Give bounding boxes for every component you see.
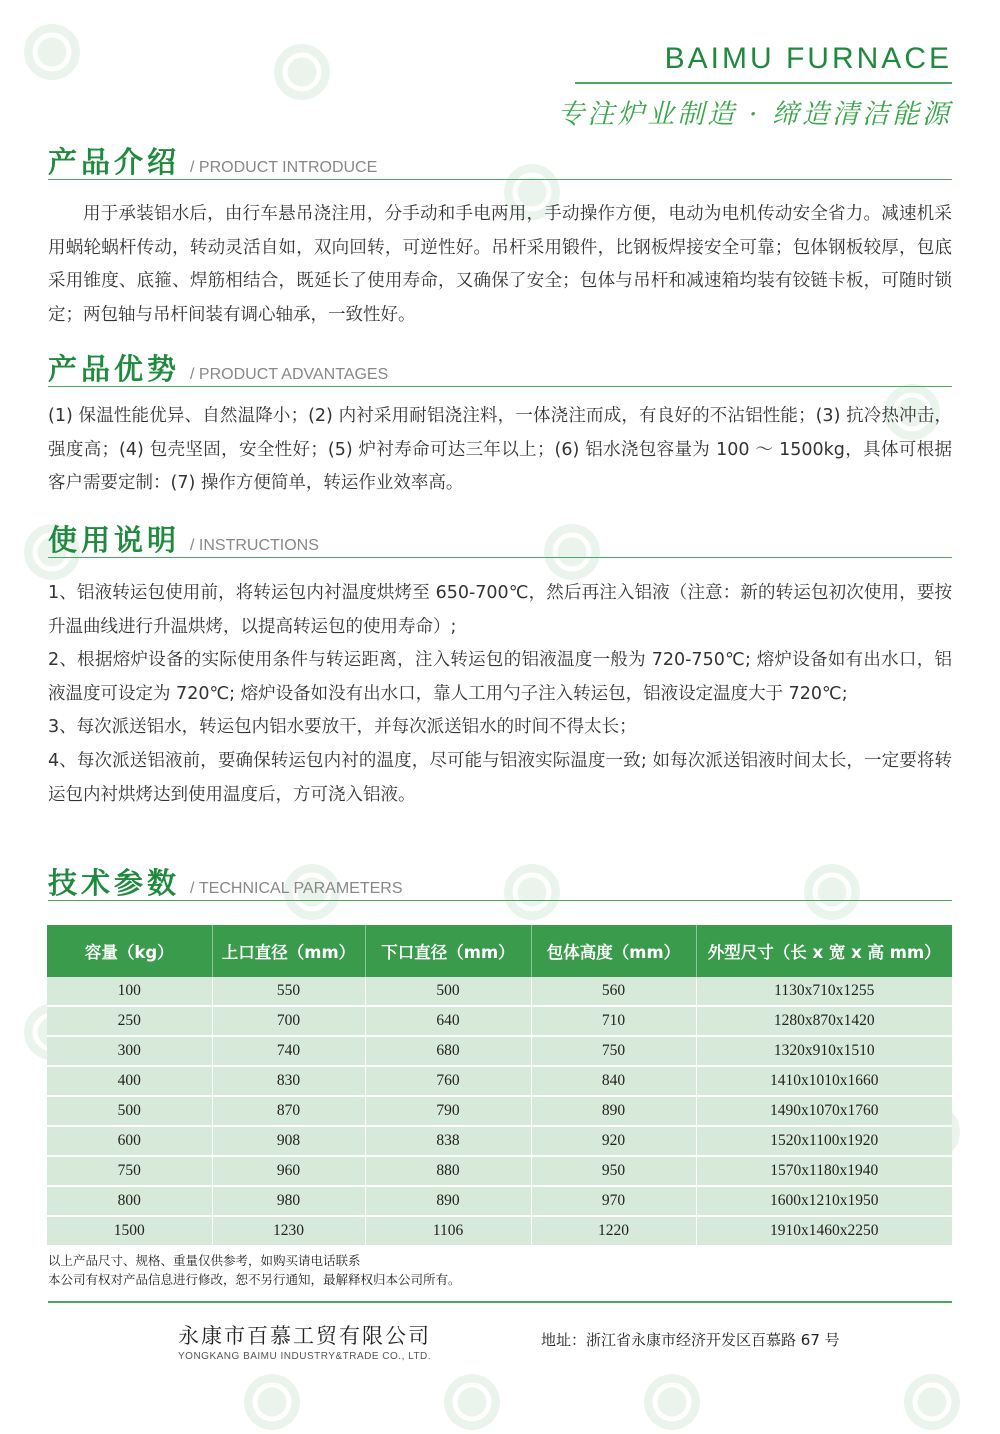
section-divider bbox=[48, 557, 952, 559]
table-header-row bbox=[47, 925, 952, 977]
company-name-en: YONGKANG BAIMU INDUSTRY&TRADE CO., LTD. bbox=[178, 1351, 432, 1362]
section-title-zh: 产品优势 bbox=[48, 352, 181, 386]
baimu-logo-icon bbox=[270, 40, 334, 104]
section-title-en: / PRODUCT ADVANTAGES bbox=[190, 366, 389, 383]
header-overall-size: 外型尺寸（长 x 宽 x 高 mm） bbox=[696, 925, 952, 977]
table-cell: 1600x1210x1950 bbox=[696, 1186, 952, 1216]
table-row bbox=[47, 1216, 952, 1245]
section-title-zh: 技术参数 bbox=[48, 866, 181, 900]
section-title-parameters bbox=[48, 861, 952, 901]
table-cell: 960 bbox=[212, 1156, 365, 1186]
baimu-logo-icon bbox=[640, 1370, 704, 1434]
section-title-zh: 产品介绍 bbox=[48, 145, 181, 179]
table-row bbox=[47, 1096, 952, 1126]
header-top-diameter: 上口直径（mm） bbox=[212, 925, 365, 977]
table-cell: 890 bbox=[531, 1096, 696, 1126]
table-row bbox=[47, 1186, 952, 1216]
table-cell: 908 bbox=[212, 1126, 365, 1156]
table-cell: 880 bbox=[365, 1156, 531, 1186]
table-cell: 1230 bbox=[212, 1216, 365, 1245]
intro-paragraph: 用于承装铝水后，由行车悬吊浇注用，分手动和手电两用，手动操作方便，电动为电机传动安全省力。减速机采用蜗轮蜗杆传动，转动灵活自如，双向回转，可逆性好。吊杆采用锻件，比钢板焊接安全可靠；包体钢板较厚，包底采用锥度、底箍、焊筋相结合，既延长了使用寿命，又确保了安全；包体与吊杆和减速箱均装有铰链卡板，可随时锁定；两包轴与吊杆间装有调心轴承，一致性好。 bbox=[48, 204, 952, 325]
section-divider bbox=[48, 386, 952, 388]
header-capacity: 容量（kg） bbox=[47, 925, 212, 977]
table-row bbox=[47, 1036, 952, 1066]
table-cell: 1280x870x1420 bbox=[696, 1006, 952, 1036]
table-cell: 640 bbox=[365, 1006, 531, 1036]
advantages-paragraph: (1) 保温性能优异、自然温降小；(2) 内衬采用耐铝浇注料，一体浇注而成，有良好的不沾铝性能；(3) 抗冷热冲击，强度高；(4) 包壳坚固，安全性好；(5) 炉衬寿命可达三年以上；(6) 铝水浇包容量为 100 ～ 1500kg，具体可根据客户需要定制：(7) 操作方便简单，转运作业效率高。 bbox=[48, 406, 952, 494]
table-row bbox=[47, 977, 952, 1006]
table-cell: 1910x1460x2250 bbox=[696, 1216, 952, 1245]
table-cell: 1520x1100x1920 bbox=[696, 1126, 952, 1156]
company-name-zh: 永康市百慕工贸有限公司 bbox=[178, 1324, 431, 1348]
table-cell: 840 bbox=[531, 1066, 696, 1096]
section-title-instructions bbox=[48, 518, 952, 558]
table-cell: 1320x910x1510 bbox=[696, 1036, 952, 1066]
table-cell: 750 bbox=[47, 1156, 212, 1186]
section-title-en: / PRODUCT INTRODUCE bbox=[190, 159, 378, 176]
table-row bbox=[47, 1006, 952, 1036]
table-cell: 838 bbox=[365, 1126, 531, 1156]
instruction-item: 4、每次派送铝液前，要确保转运包内衬的温度，尽可能与铝液实际温度一致; 如每次派送铝液时间太长，一定要将转运包内衬烘烤达到使用温度后，方可浇入铝液。 bbox=[48, 750, 952, 805]
table-cell: 600 bbox=[47, 1126, 212, 1156]
table-cell: 560 bbox=[531, 977, 696, 1006]
table-cell: 750 bbox=[531, 1036, 696, 1066]
table-cell: 760 bbox=[365, 1066, 531, 1096]
note-line: 以上产品尺寸、规格、重量仅供参考，如购买请电话联系 bbox=[48, 1253, 361, 1268]
note-line: 本公司有权对产品信息进行修改，恕不另行通知，最解释权归本公司所有。 bbox=[48, 1272, 461, 1287]
table-cell: 980 bbox=[212, 1186, 365, 1216]
section-divider bbox=[48, 900, 952, 902]
slogan: 专注炉业制造 · 缔造清洁能源 bbox=[557, 99, 952, 130]
section-title-zh: 使用说明 bbox=[48, 523, 181, 557]
table-row bbox=[47, 1066, 952, 1096]
table-cell: 1570x1180x1940 bbox=[696, 1156, 952, 1186]
instruction-item: 2、根据熔炉设备的实际使用条件与转运距离，注入转运包的铝液温度一般为 720-750℃; 熔炉设备如有出水口，铝液温度可设定为 720℃; 熔炉设备如没有出水口，靠人工用勺子注入转运包，铝液设定温度大于 720℃; bbox=[48, 650, 952, 704]
baimu-logo-icon bbox=[440, 1370, 504, 1434]
brand-divider bbox=[575, 82, 952, 84]
table-cell: 1490x1070x1760 bbox=[696, 1096, 952, 1126]
section-title-advantages bbox=[48, 347, 952, 387]
table-row bbox=[47, 1156, 952, 1186]
table-cell: 800 bbox=[47, 1186, 212, 1216]
table-cell: 300 bbox=[47, 1036, 212, 1066]
footer-divider bbox=[48, 1301, 952, 1303]
section-divider bbox=[48, 179, 952, 181]
section-title-en: / TECHNICAL PARAMETERS bbox=[190, 880, 403, 897]
company-address: 地址：浙江省永康市经济开发区百慕路 67 号 bbox=[541, 1331, 840, 1349]
table-cell: 680 bbox=[365, 1036, 531, 1066]
table-cell: 1410x1010x1660 bbox=[696, 1066, 952, 1096]
brand-name: BAIMU FURNACE bbox=[664, 42, 952, 75]
disclaimer-notes bbox=[48, 1251, 461, 1289]
baimu-logo-icon bbox=[20, 20, 84, 84]
table-cell: 890 bbox=[365, 1186, 531, 1216]
table-row bbox=[47, 1126, 952, 1156]
instruction-item: 1、铝液转运包使用前，将转运包内衬温度烘烤至 650-700℃，然后再注入铝液（注意：新的转运包初次使用，要按升温曲线进行升温烘烤，以提高转运包的使用寿命）; bbox=[48, 583, 952, 637]
table-cell: 250 bbox=[47, 1006, 212, 1036]
table-cell: 700 bbox=[212, 1006, 365, 1036]
table-cell: 710 bbox=[531, 1006, 696, 1036]
table-cell: 830 bbox=[212, 1066, 365, 1096]
section-title-intro bbox=[48, 140, 952, 180]
section-title-en: / INSTRUCTIONS bbox=[190, 537, 319, 554]
instructions-list bbox=[48, 577, 952, 812]
header-body-height: 包体高度（mm） bbox=[531, 925, 696, 977]
baimu-logo-icon bbox=[240, 1370, 304, 1434]
table-cell: 740 bbox=[212, 1036, 365, 1066]
table-cell: 100 bbox=[47, 977, 212, 1006]
table-cell: 1130x710x1255 bbox=[696, 977, 952, 1006]
table-cell: 950 bbox=[531, 1156, 696, 1186]
parameters-table bbox=[47, 925, 952, 1245]
instruction-item: 3、每次派送铝水，转运包内铝水要放干，并每次派送铝水的时间不得太长； bbox=[48, 717, 637, 738]
table-cell: 400 bbox=[47, 1066, 212, 1096]
table-cell: 870 bbox=[212, 1096, 365, 1126]
table-cell: 550 bbox=[212, 977, 365, 1006]
table-cell: 970 bbox=[531, 1186, 696, 1216]
table-cell: 500 bbox=[47, 1096, 212, 1126]
table-cell: 1106 bbox=[365, 1216, 531, 1245]
table-cell: 1220 bbox=[531, 1216, 696, 1245]
table-cell: 500 bbox=[365, 977, 531, 1006]
table-cell: 1500 bbox=[47, 1216, 212, 1245]
baimu-logo-icon bbox=[900, 1370, 964, 1434]
header-bottom-diameter: 下口直径（mm） bbox=[365, 925, 531, 977]
table-cell: 790 bbox=[365, 1096, 531, 1126]
table-cell: 920 bbox=[531, 1126, 696, 1156]
